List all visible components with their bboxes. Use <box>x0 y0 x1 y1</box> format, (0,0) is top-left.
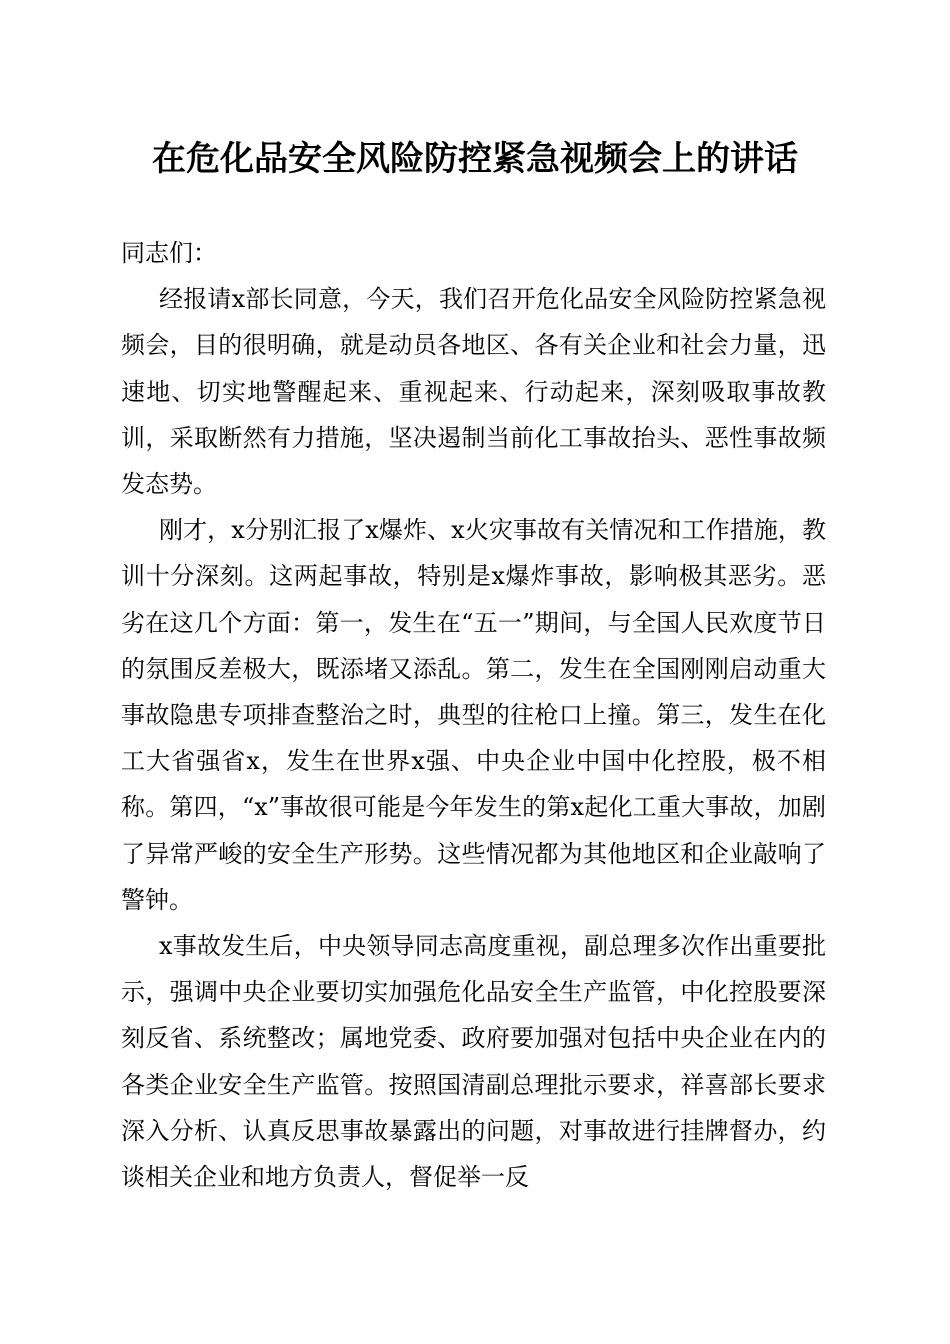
document-body <box>121 230 826 1200</box>
paragraph-1: 经报请x部长同意，今天，我们召开危化品安全风险防控紧急视频会，目的很明确，就是动员各地区、各有关企业和社会力量，迅速地、切实地警醒起来、重视起来、行动起来，深刻吸取事故教训，采取断然有力措施，坚决遏制当前化工事故抬头、恶性事故频发态势。 <box>121 285 826 499</box>
paragraph-2: 刚才，x分别汇报了x爆炸、x火灾事故有关情况和工作措施，教训十分深刻。这两起事故，特别是x爆炸事故，影响极其恶劣。恶劣在这几个方面：第一，发生在“五一”期间，与全国人民欢度节日的氛围反差极大，既添堵又添乱。第二，发生在全国刚刚启动重大事故隐患专项排查整治之时，典型的往枪口上撞。第三，发生在化工大省强省x，发生在世界x强、中央企业中国中化控股，极不相称。第四，“x”事故很可能是今年发生的第x起化工重大事故，加剧了异常严峻的安全生产形势。这些情况都为其他地区和企业敲响了警钟。 <box>121 516 826 914</box>
salutation: 同志们： <box>121 239 217 267</box>
paragraph-3: x事故发生后，中央领导同志高度重视，副总理多次作出重要批示，强调中央企业要切实加强危化品安全生产监管，中化控股要深刻反省、系统整改；属地党委、政府要加强对包括中央企业在内的各类企业安全生产监管。按照国清副总理批示要求，祥喜部长要求深入分析、认真反思事故暴露出的问题，对事故进行挂牌督办，约谈相关企业和地方负责人，督促举一反 <box>121 932 826 1192</box>
document-title: 在危化品安全风险防控紧急视频会上的讲话 <box>152 139 798 179</box>
